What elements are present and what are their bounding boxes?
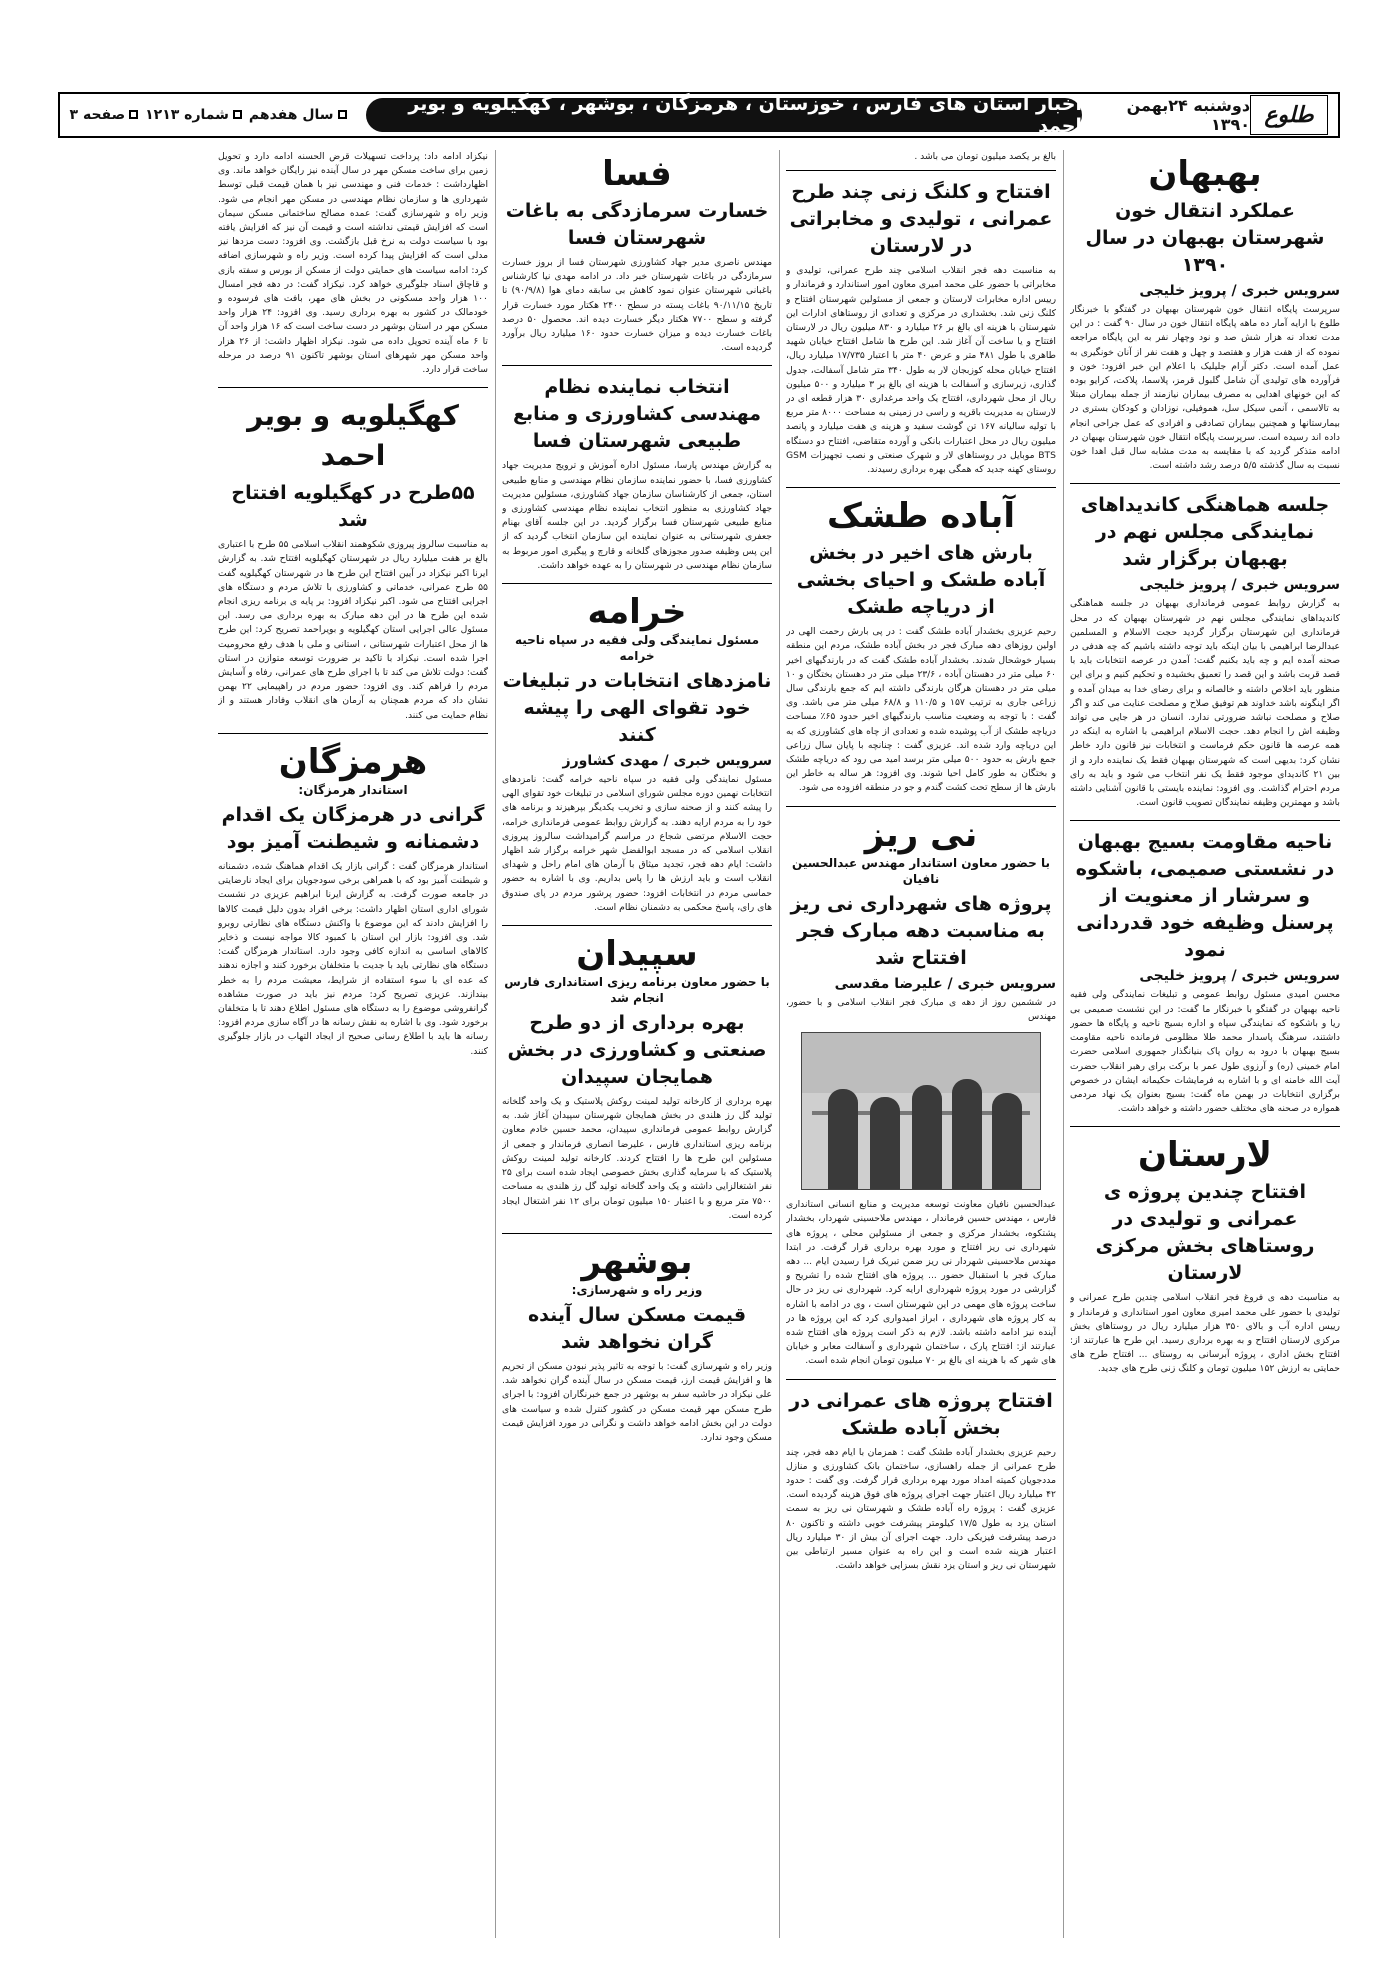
story-sepidan — [502, 934, 772, 1223]
story-headline: ناحیه مقاومت بسیج بهبهان در نشستی صمیمی، باشکوه و سرشار از معنویت از پرسنل وظیفه خود قدردانی نمود — [1075, 831, 1335, 962]
story-headline: گرانی در هرمزگان یک اقدام دشمنانه و شیطنت آمیز بود — [221, 803, 485, 853]
story-kicker: وزیر راه و شهرسازی: — [571, 1282, 703, 1297]
divider — [1070, 820, 1340, 821]
story-headline: بهره برداری از دو طرح صنعتی و کشاورزی در بخش همایجان سپیدان — [507, 1012, 767, 1089]
story-headline: افتتاح پروژه های عمرانی در بخش آباده طشک — [789, 1389, 1053, 1439]
year-label-group — [249, 107, 351, 123]
story-body: نیکزاد ادامه داد: پرداخت تسهیلات قرض الحسنه ادامه دارد و تحویل زمین برای ساخت مسکن مهر در سال آینده نیز رایگان خواهد ماند. وی اظهارداشت : خدمات فنی و مهندسی نیز با همان قیمت قبلی توسط شهرداری ها و سازمان نظام مهندسی در مسکن مهر انجام می شود. وزیر راه و شهرسازی گفت: عمده مصالح ساختمانی مسکن سیمان است که افزایش قیمتی نداشته است و قیمت آن نیز که افزایش یافته بود با سیاست دولت به نرخ قبل بازگشت. وی افزود: دست مزدها نیز مدلی است که افزایش پیدا کرده است. وزیر راه و شهرسازی اضافه کرد: ادامه سیاست های حمایتی دولت از مسکن از بورس و سفته بازی و قاچاق اسناد جلوگیری خواهد کرد. نیکزاد گفت: در دهه فجر امسال ۱۰۰ هزار واحد مسکونی در بخش های مهر، بافت های فرسوده و خودمالک در کشور به بهره برداری رسید. وی افزود: ۲۴ هزار واحد مسکن مهر در استان بوشهر در دست ساخت است که ۱۶ هزار واحد آن تا ۶ ماه آینده تحویل داده می شود. نیکزاد اظهار داشت: از ۲۶ هزار واحد مسکن مهر شهرهای استان بوشهر تاکنون ۹۱ درصد در مرحله ساخت قرار دارد. — [218, 151, 488, 376]
section-title: سپیدان — [576, 934, 698, 975]
story-headline: خسارت سرمازدگی به باغات شهرستان فسا — [505, 200, 769, 249]
masthead-right — [1088, 94, 1338, 136]
photo-person — [912, 1085, 942, 1189]
divider — [1070, 483, 1340, 484]
story-headline: ۵۵طرح در کهگیلویه افتتاح شد — [231, 482, 475, 532]
story-byline: سرویس خبری / پرویز خلیجی — [1139, 577, 1340, 594]
story-larestan-telecom — [786, 179, 1056, 477]
story-hormozgan — [218, 742, 488, 1059]
story-kicker: مسئول نمایندگی ولی فقیه در سپاه ناحیه خرامه — [514, 633, 760, 664]
column-rule — [495, 150, 496, 1938]
section-title: کهگیلویه و بویر احمد — [247, 399, 459, 473]
story-kicker: با حضور معاون برنامه ریزی استانداری فارس انجام شد — [504, 975, 770, 1006]
story-body: رحیم عزیزی بخشدار آباده طشک گفت : همزمان با ایام دهه فجر، چند طرح عمرانی از جمله راهسازی، ساختمان بانک کشاورزی و منازل مددجویان کمیته امداد مورد بهره برداری قرار گرفت. وی گفت : حدود ۴۲ میلیارد ریال اعتبار جهت اجرای پروژه های فوق هزینه گردیده است. عزیزی گفت : پروژه راه آباده طشک و شهرستان نی ریز به سمت استان یزد به طول ۱۷/۵ کیلومتر پیشرفت خوبی داشته و تاکنون ۸۰ درصد پیشرفت فیزیکی دارد. جهت اجرای آن بیش از ۳۰ میلیارد ریال اعتبار هزینه شده است و این راه به عنوان مسیر ارتباطی بین شهرستان نی ریز و استان یزد نقش بسزایی خواهد داشت. — [786, 1446, 1056, 1572]
story-body: به مناسبت دهه فجر انقلاب اسلامی چند طرح عمرانی، تولیدی و مخابراتی با حضور علی محمد امیری معاون امور استاندارد و فرماندار و رییس اداره مخابرات لارستان و جمعی از مسئولین شهرستان افتتاح و کلنگ زنی شد. بخشداری در مرکزی و تعدادی از روستاهای ادارات این شهرستان با هزینه ای بالغ بر ۲۶ میلیارد و ۸۳۰ میلیون ریال در لارستان افتتاح و یا ساخت آن آغاز شد. این طرح ها شامل افتتاح خیابان شهید طاهری با طول ۴۸۱ متر و عرض ۴۰ متر با اعتبار ۱۷/۷۳۵ میلیارد ریال، افتتاح خیابان محله کوزبجان لار به طول ۳۴۰ متر شامل آسفالت، جدول گذاری، زیرسازی و آسفالت با هزینه ای بالغ بر ۳ میلیارد و ۵۰۰ میلیون ریال از محل شهرداری، افتتاح یک واحد مرغداری ۳۰ هزار قطعه ای در لارستان به مدیریت باقریه و راسی در زمینی به مساحت ۸۰۰۰ متر مربع با تولیه سالیانه ۱۶۷ تن گوشت سفید و هزینه ی هفت میلیارد و پانصد میلیون ریال در محل اعتبارات بانکی و آورده متقاضی، افتتاح دو دستگاه BTS موبایل در روستاهای لار و شهرک صنعتی و نصب تجهیزات GSM روستای کهنه جدید که همگی بهره برداری رسیدند. — [786, 265, 1056, 476]
square-bullet-icon — [233, 110, 242, 119]
photo-background — [802, 1033, 1040, 1093]
story-headline: انتخاب نماینده نظام مهندسی کشاورزی و منابع طبیعی شهرستان فسا — [513, 376, 761, 453]
divider — [502, 1233, 772, 1234]
issue-number: شماره ۱۲۱۳ — [145, 107, 229, 123]
story-headline: عملکرد انتقال خون شهرستان بهبهان در سال ۱۳۹۰ — [1085, 200, 1325, 276]
story-headline: پروژه های شهرداری نی ریز به مناسبت دهه مبارک فجر افتتاح شد — [790, 892, 1052, 969]
story-housing-continuation — [218, 150, 488, 377]
story-neyriz-projects — [786, 815, 1056, 1369]
divider — [502, 583, 772, 584]
story-candidates-meeting — [1070, 492, 1340, 810]
news-photo — [801, 1032, 1041, 1190]
story-headline: بارش های اخیر در بخش آباده طشک و احیای بخشی از دریاچه طشک — [796, 542, 1046, 619]
story-body: عبدالحسین نافیان معاونت توسعه مدیریت و منابع انسانی استانداری فارس ، مهندس حسین فرماندار ، مهندس ملاحسینی شهردار، بخشدار پشتکوه، بخشدار مرکزی و جمعی از مسئولین محلی ، پروژه های شهرداری نی ریز افتتاح و مورد بهره برداری قرار گرفت. در ابتدا مهندس ملاحسینی شهردار نی ریز ضمن تبریک فرا رسیدن ایام ... دهه مبارک فجر با استقبال حضور ... پروژه های افتتاح شده را تشریح و گزارشی در مورد پروژه شهرداری ارایه کرد. شهرداری نی ریز در حال ساخت پروژه های مهمی در این شهرستان است ، وی در ادامه با اشاره به کار پروژه های شهرداری ، ابراز امیدواری کرد که این پروژه ها در آینده نیز ادامه داشته باشد. لازم به ذکر است پروژه های افتتاح شده عبارتند از: افتتاح پارک ، ساختمان شهرداری و آسفالت معابر و خیابان های شهر که با هزینه ای بالغ بر ۷۰ میلیون تومان انجام شده است. — [786, 1199, 1056, 1367]
story-abadeh-rain — [786, 496, 1056, 795]
story-kicker: با حضور معاون استاندار مهندس عبدالحسین نافیان — [792, 855, 1050, 886]
column-larestan-abadeh — [786, 150, 1056, 1938]
section-title: بوشهر — [581, 1241, 693, 1282]
column-rule — [779, 150, 780, 1938]
page-number: صفحه ۳ — [69, 107, 126, 123]
divider — [786, 806, 1056, 807]
story-byline: سرویس خبری / علیرضا مقدسی — [834, 975, 1056, 992]
section-title: نی ریز — [864, 814, 978, 855]
story-bushehr — [502, 1242, 772, 1445]
story-basij — [1070, 829, 1340, 1116]
story-body: به مناسبت دهه ی فروغ فجر انقلاب اسلامی چندین طرح عمرانی و تولیدی با حضور علی محمد امیری معاون امور استانداری و فرماندار و رییس اداره آب و بالای ۳۵۰ هزار میلیارد ریال در روستاهای بخش مرکزی لارستان افتتاح و به بهره برداری رسید. این طرح ها عبارتند از: افتتاح بخش اداری ، پروژه آبرسانی به روستای ... افتتاح طرح های حمایتی به ارزش ۱۵۲ میلیون تومان و کلنگ زنی طرح های جدید. — [1070, 1292, 1340, 1375]
square-bullet-icon — [129, 110, 138, 119]
story-body: مهندس ناصری مدیر جهاد کشاورزی شهرستان فسا از بروز خسارت سرمازدگی در باغات شهرستان خبر داد. در ادامه مهدی نیا کارشناس باغبانی شهرستان عنوان نمود کاهش بی سابقه دمای هوا (۹۰/۹/۸) تا تاریخ ۹۰/۱۱/۱۵ باغات پسته در سطح ۲۴۰۰ هکتار مورد خسارت قرار گرفته و سطح ۷۷۰۰ هکتار دیگر خسارت دیده اند. محصول ۵۰ درصد باغات خسارت دیده و میزان خسارت حدود ۱۶۰ میلیارد ریال برآورد گردیده است. — [502, 257, 772, 354]
story-byline: سرویس خبری / مهدی کشاورز — [562, 753, 772, 770]
story-fasa-engineering — [502, 374, 772, 573]
story-headline: افتتاح چندین پروژه ی عمرانی و تولیدی در روستاهای بخش مرکزی لارستان — [1095, 1181, 1315, 1285]
section-title: هرمزگان — [278, 741, 428, 782]
divider — [218, 387, 488, 388]
divider — [786, 170, 1056, 171]
story-body: بهره برداری از کارخانه تولید لمینت روکش پلاستیک و یک واحد گلخانه تولید گل رز هلندی در بخش همایجان شهرستان سپیدان آغاز شد. به گزارش روابط عمومی فرمانداری سپیدان، محمد حسین خادم معاون برنامه ریزی استانداری فارس ، علیرضا انصاری فرماندار و جمعی از مسئولین این طرح ها را افتتاح کردند. کارخانه تولید لمینت روکش پلاستیک که با سرمایه گذاری بخش خصوصی ایجاد شده است برای ۲۵ نفر اشتغالزایی داشته و یک واحد گلخانه تولید گل رز هلندی به مساحت ۷۵۰۰ متر مربع و با اعتبار ۱۵۰ میلیون تومان برای ۱۲ نفر اشتغال ایجاد کرده است. — [502, 1096, 772, 1221]
story-continuation: بالغ بر یکصد میلیون تومان می باشد . — [914, 151, 1056, 162]
section-title: آباده طشک — [827, 496, 1015, 537]
issue-info — [60, 94, 360, 136]
story-body: مسئول نمایندگی ولی فقیه در سپاه ناحیه خرامه گفت: نامزدهای انتخابات نهمین دوره مجلس شورای اسلامی در تبلیغات خود تقوای الهی را پیشه کنند و از صحنه سازی و تخریب یکدیگر بپرهیزند و برنامه های خود را به مردم ارایه دهند. به گزارش روابط عمومی فرمانداری خرامه، حجت الاسلام مرتضی شجاع در مراسم گرامیداشت سالروز پیروزی انقلاب اسلامی که در مسجد ابوالفضل شهر خرامه برگزار شد اظهار داشت: ایام دهه فجر، تجدید میثاق با آرمان های امام راحل و شهدای انقلاب است و باید ارزش ها را پاس بداریم. وی با اشاره به حضور حماسی مردم در انتخابات افزود: حضور پرشور مردم در پای صندوق های رای، پاسخ محکمی به دشمنان نظام است. — [502, 774, 772, 913]
photo-person — [992, 1093, 1022, 1189]
story-body: وزیر راه و شهرسازی گفت: با توجه به تاثیر پذیر نبودن مسکن از تحریم ها و افزایش قیمت ارز، قیمت مسکن در سال آینده گران نخواهد شد. علی نیکزاد در حاشیه سفر به بوشهر در جمع خبرنگاران افزود: با اجرای طرح مسکن مهر قیمت مسکن در کشور کنترل شده و سیاست های دولت در این بخش ادامه خواهد داشت و نگرانی در مورد افزایش قیمت مسکن وجود ندارد. — [502, 1360, 772, 1443]
section-title: فسا — [602, 154, 672, 194]
page-number-group — [70, 107, 143, 123]
story-body: محسن امیدی مسئول روابط عمومی و تبلیغات نمایندگی ولی فقیه ناحیه بهبهان در گفتگو با خبرنگار ما گفت: در این نشست صمیمی بی ریا و باشکوه که نمایندگی سپاه و اداره بسیج ناحیه و پایگاه ها حضور داشتند، سرهنگ پاسدار محمد طلا مظلومی فرمانده ناحیه مقاومت بسیج بهبهان با درود به روان پاک بنیانگذار جمهوری اسلامی حضرت امام خمینی (ره) و آرزوی طول عمر با برکت برای رهبر انقلاب حضرت آیت الله خامنه ای و با اشاره به فرمایشات حکیمانه ایشان در خصوص برگزاری انتخابات در بهمن ماه گفت: بسیج بعنوان یک نهاد مردمی همواره در صحنه های مختلف حضور داشته و خواهد داشت. — [1070, 989, 1340, 1115]
divider — [1070, 1126, 1340, 1127]
column-kb-hormozgan — [218, 150, 488, 1938]
story-body: به گزارش روابط عمومی فرمانداری بهبهان در جلسه هماهنگی کاندیداهای نمایندگی مجلس نهم در شهرستان بهبهان که در محل فرمانداری این شهرستان برگزار گردید حجت الاسلام و المسلمین عبدالرضا ابراهیمی با بیان اینکه باید توجه داشته باشیم که چه هدفی در صحنه آمده ایم و چه باید بکنیم گفت: آمدن در عرصه انتخابات باید با قصد قربت باشد و این قصد را تعمیق بخشیده و تحکیم کنیم و برای این منظور باید اخلاص داشته و خالصانه و برای رضای خدا به میدان آمده و اگر اینگونه باشد خداوند هم توفیق صلاح و مصلحت عنایت می کند و اگر صلاح و مصلحت نباشد ضرورتی ندارد. انسان در هر جایی می تواند وظیفه اش را انجام دهد. حجت الاسلام ابراهیمی با اشاره به اینکه در همه عرصه ها قانون حکم فرماست و انتخابات نیز قانون دارد خاطر نشان کرد: بدیهی است که شهرستان بهبهان فقط یک نماینده دارد و از بین ۲۱ کاندیدای موجود فقط یک نفر انتخاب می شود و باید به رای مردم احترام گذاشت. وی افزود: نماینده بایستی با قانون آشنایی داشته باشد و مهمترین وظیفه نمایندگان تصویب قانون است. — [1070, 598, 1340, 809]
story-byline: سرویس خبری / پرویز خلیجی — [1139, 283, 1340, 299]
newspaper-logo: طلوع — [1250, 95, 1328, 135]
divider — [502, 365, 772, 366]
section-banner: اخبار استان های فارس ، خوزستان ، هرمزگان ، بوشهر ، کهگیلویه و بویر احمد — [366, 98, 1082, 132]
story-headline: جلسه هماهنگی کاندیداهای نمایندگی مجلس نهم در بهبهان برگزار شد — [1080, 494, 1330, 571]
story-headline: نامزدهای انتخابات در تبلیغات خود تقوای الهی را پیشه کنند — [502, 670, 772, 747]
story-kherameh — [502, 592, 772, 915]
year-label: سال هفدهم — [248, 107, 334, 123]
story-kohgiluyeh — [218, 396, 488, 723]
story-body: به مناسبت سالروز پیروزی شکوهمند انقلاب اسلامی ۵۵ طرح با اعتباری بالغ بر هفت میلیارد ریال در شهرستان کهگیلویه افتتاح شد. به گزارش ایرنا اکبر نیکزاد در آیین افتتاح این طرح ها در شهرستان کهگیلویه گفت ۵۵ طرح عمرانی، خدماتی و کشاورزی با تلاش مردم و دستگاه های اجرایی افتتاح می شود. اکبر نیکزاد افزود: بر پایه ی برنامه ریزی انجام شده این طرح ها در این دهه مبارک به بهره برداری می رسد. این مسئول عالی اجرایی استان کهگیلویه و بویراحمد تصریح کرد: این طرح ها از محل اعتبارات شهرستانی ، استانی و ملی با هدف رفع محرومیت اجرا شده است. نیکزاد با تاکید بر ضرورت توسعه متوازن در استان گفت: دولت تلاش می کند تا با اجرای طرح های عمرانی، رفاه و آسایش مردم را فراهم کند. وی افزود: حضور مردم در راهپیمایی ۲۲ بهمن نشان داد که مردم همچنان به آرمان های انقلاب وفادار هستند و از نظام حمایت می کنند. — [218, 539, 488, 721]
story-blood-transfusion — [1070, 154, 1340, 473]
story-headline: افتتاح و کلنگ زنی چند طرح عمرانی ، تولیدی و مخابراتی در لارستان — [789, 181, 1053, 258]
story-fasa-frost — [502, 154, 772, 355]
divider — [218, 733, 488, 734]
square-bullet-icon — [338, 110, 347, 119]
divider — [786, 487, 1056, 488]
photo-person — [870, 1097, 900, 1189]
story-headline: قیمت مسکن سال آینده گران نخواهد شد — [527, 1303, 747, 1353]
story-larestan-projects — [1070, 1135, 1340, 1376]
story-body: استاندار هرمزگان گفت : گرانی بازار یک اقدام هماهنگ شده، دشمنانه و شیطنت آمیز بود که با همراهی برخی سودجویان برای ایجاد نارضایتی در جامعه صورت گرفت. به گزارش ایرنا ابراهیم عزیزی در نشست شورای اداری استان اظهار داشت: برخی افراد بدون دلیل قیمت کالاها را افزایش دادند که این موضوع با واکنش دستگاه های نظارتی روبرو شد. وی افزود: بازار این استان با کمبود کالا مواجه نیست و ذخایر کالاهای اساسی به اندازه کافی وجود دارد. استاندار هرمزگان گفت: دستگاه های نظارتی باید با جدیت با متخلفان برخورد کنند و اجازه ندهند که عده ای با سوء استفاده از شرایط، معیشت مردم را به خطر بیندازند. عزیزی تصریح کرد: مردم نیز باید در صورت مشاهده گرانفروشی موضوع را به دستگاه های مسئول اطلاع دهند تا با متخلفان برخورد شود. وی با اشاره به نقش رسانه ها در آگاه سازی مردم افزود: رسانه ها باید با اطلاع رسانی صحیح از ایجاد التهاب در بازار جلوگیری کنند. — [218, 860, 488, 1057]
photo-person — [828, 1089, 858, 1189]
issue-number-group — [145, 107, 246, 123]
section-title: لارستان — [1138, 1135, 1272, 1176]
story-body: سرپرست پایگاه انتقال خون شهرستان بهبهان در گفتگو با خبرنگار طلوع با ارایه آمار ده ماهه پایگاه انتقال خون در سال ۹۰ گفت : در این مدت تعداد نه هزار شش صد و نود وچهار نفر به این پایگاه مراجعه نموده که از هفت هزار و هفتصد و چهل و هفت نفر از آنان خونگیری به عمل آمده است. دکتر آرام جلیلیک با اعلام این خبر افزود: خون و فرآورده های تولیدی آن شامل گلبول قرمز، پلاسما، پلاکت، کرایو بوده که این خونهای اهدایی به مصرف بیماران نیازمند از جمله بیماران مبتلا به تالاسمی ، آنمی سیکل سل، هموفیلی، نوزادان و کودکان بستری در بیمارستانها و همچنین بیماران تصادفی و افرادی که عمل جراحی انجام داده اند رسیده است. سرپرست پایگاه انتقال خون شهرستان بهبهان در ادامه متذکر گردید که با مقایسه به مدت مشابه سال قبل اهدا خون نسبت به سال گذشته ۵/۵ درصد رشد داشته است. — [1070, 304, 1340, 472]
column-rule — [1063, 150, 1064, 1938]
photo-person — [952, 1079, 982, 1189]
story-kicker: استاندار هرمزگان: — [298, 782, 408, 797]
divider — [502, 925, 772, 926]
masthead-bar — [58, 92, 1340, 138]
divider — [786, 1379, 1056, 1380]
issue-date: دوشنبه ۲۴بهمن ۱۳۹۰ — [1126, 96, 1251, 134]
story-byline: سرویس خبری / پرویز خلیجی — [1139, 968, 1340, 985]
story-body: به گزارش مهندس پارسا، مسئول اداره آموزش و ترویج مدیریت جهاد کشاورزی فسا، با حضور نماینده سازمان نظام مهندسی و منابع طبیعی استان، جمعی از کارشناسان سازمان جهاد کشاورزی، مسئولین مدیریت جهاد کشاورزی به منظور انتخاب نماینده نظام مهندسی کشاورزی و منابع طبیعی شهرستان فسا برگزار گردید. در این جلسه آقای بهنام جعفری شهرستانی به عنوان نماینده این سازمان انتخاب گردید که از این پس وظیفه صدور مجوزهای گلخانه و قارچ و پیگیری امور مربوط به سازمان نظام مهندسی در شهرستان را به عهده خواهد داشت. — [502, 460, 772, 571]
story-abadeh-projects — [786, 1388, 1056, 1574]
story-body: رحیم عزیزی بخشدار آباده طشک گفت : در پی بارش رحمت الهی در اولین روزهای دهه مبارک فجر در بخش آباده طشک، مردم این منطقه بسیار خوشحال شدند. بخشدار آباده طشک گفت که در بارندگیهای اخیر ۶۰ میلی متر در دهستان آباده ، ۲۳/۶ میلی متر در دهستان بختگان و ۱۰ میلی متر در دهستان هرگان بارندگی داشته ایم که جمع بارندگی سال زراعی جاری به ترتیب ۱۵۷ و ۱۱۰/۵ و ۶۸/۸ میلی متر می باشد. وی گفت : با توجه به وضعیت مناسب بارندگیهای اخیر حدود ۶۵٪ مساحت دریاچه طشک از آب پوشیده شده و تعدادی از چاه های کشاورزی که به این دریاچه وارد شده اند. عزیزی گفت : چنانچه با پایان سال زراعی جمع بارش به حدود ۵۰۰ میلی متر برسد امید می رود که دریاچه طشک و بختگان به طور کامل احیا شوند. وی افزود: هر ساله به خاطر این بارش ها از سطح تحت کشت گندم و جو در منطقه افزوده می شود. — [786, 626, 1056, 794]
column-behbahan — [1070, 150, 1340, 1938]
column-fasa-kherameh — [502, 150, 772, 1938]
story-lead: در ششمین روز از دهه ی مبارک فجر انقلاب اسلامی و با حضور، مهندس — [786, 996, 1056, 1022]
section-title: خرامه — [587, 592, 687, 633]
section-title: بهبهان — [1148, 154, 1262, 194]
